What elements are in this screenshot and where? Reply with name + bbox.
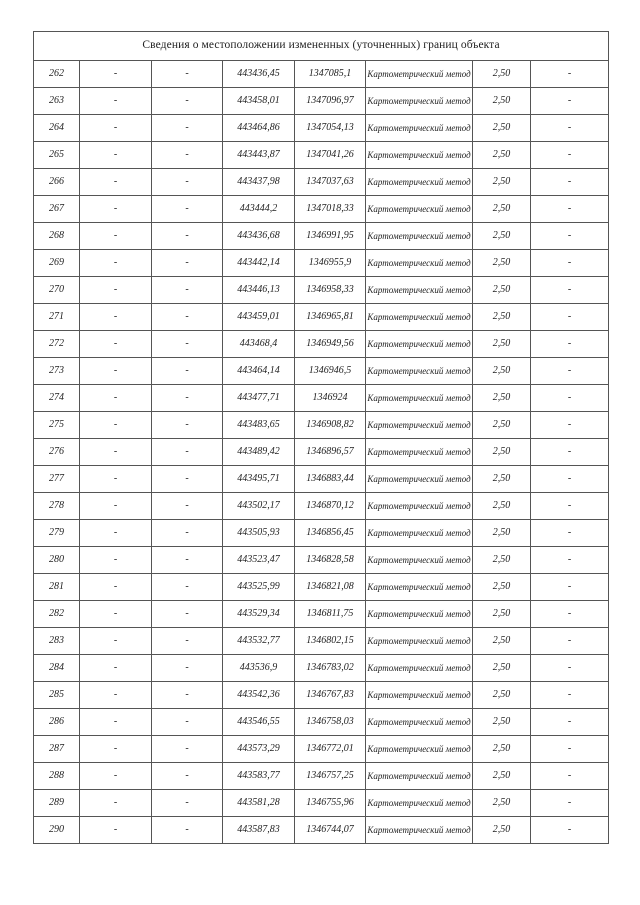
old-y-cell: - <box>152 304 223 331</box>
x-coordinate-cell: 443459,01 <box>223 304 295 331</box>
table-row <box>34 115 609 142</box>
x-coordinate-cell: 443442,14 <box>223 250 295 277</box>
old-y-cell: - <box>152 142 223 169</box>
point-number-cell: 281 <box>34 574 80 601</box>
old-x-cell: - <box>80 790 152 817</box>
table-row <box>34 196 609 223</box>
old-y-cell: - <box>152 628 223 655</box>
accuracy-cell: 2,50 <box>473 115 531 142</box>
note-cell: - <box>531 250 609 277</box>
point-number-cell: 283 <box>34 628 80 655</box>
y-coordinate-cell: 1346965,81 <box>295 304 366 331</box>
method-cell: Картометрический метод <box>366 709 473 736</box>
x-coordinate-cell: 443532,77 <box>223 628 295 655</box>
note-cell: - <box>531 88 609 115</box>
point-number-cell: 282 <box>34 601 80 628</box>
old-x-cell: - <box>80 331 152 358</box>
table-row <box>34 601 609 628</box>
old-y-cell: - <box>152 358 223 385</box>
table-row <box>34 277 609 304</box>
table-row <box>34 61 609 88</box>
x-coordinate-cell: 443443,87 <box>223 142 295 169</box>
y-coordinate-cell: 1346955,9 <box>295 250 366 277</box>
accuracy-cell: 2,50 <box>473 493 531 520</box>
x-coordinate-cell: 443525,99 <box>223 574 295 601</box>
old-y-cell: - <box>152 547 223 574</box>
y-coordinate-cell: 1347037,63 <box>295 169 366 196</box>
old-x-cell: - <box>80 412 152 439</box>
note-cell: - <box>531 709 609 736</box>
y-coordinate-cell: 1346821,08 <box>295 574 366 601</box>
accuracy-cell: 2,50 <box>473 466 531 493</box>
y-coordinate-cell: 1346991,95 <box>295 223 366 250</box>
note-cell: - <box>531 304 609 331</box>
method-cell: Картометрический метод <box>366 520 473 547</box>
note-cell: - <box>531 385 609 412</box>
method-cell: Картометрический метод <box>366 331 473 358</box>
point-number-cell: 271 <box>34 304 80 331</box>
method-cell: Картометрический метод <box>366 547 473 574</box>
note-cell: - <box>531 601 609 628</box>
method-cell: Картометрический метод <box>366 655 473 682</box>
point-number-cell: 274 <box>34 385 80 412</box>
point-number-cell: 285 <box>34 682 80 709</box>
table-row <box>34 547 609 574</box>
old-y-cell: - <box>152 88 223 115</box>
y-coordinate-cell: 1346755,96 <box>295 790 366 817</box>
old-y-cell: - <box>152 520 223 547</box>
method-cell: Картометрический метод <box>366 61 473 88</box>
accuracy-cell: 2,50 <box>473 682 531 709</box>
note-cell: - <box>531 763 609 790</box>
x-coordinate-cell: 443583,77 <box>223 763 295 790</box>
x-coordinate-cell: 443489,42 <box>223 439 295 466</box>
old-x-cell: - <box>80 628 152 655</box>
table-row <box>34 385 609 412</box>
accuracy-cell: 2,50 <box>473 304 531 331</box>
old-y-cell: - <box>152 817 223 844</box>
old-x-cell: - <box>80 223 152 250</box>
note-cell: - <box>531 223 609 250</box>
old-x-cell: - <box>80 547 152 574</box>
old-x-cell: - <box>80 763 152 790</box>
point-number-cell: 286 <box>34 709 80 736</box>
method-cell: Картометрический метод <box>366 304 473 331</box>
y-coordinate-cell: 1347096,97 <box>295 88 366 115</box>
old-x-cell: - <box>80 88 152 115</box>
old-y-cell: - <box>152 655 223 682</box>
table-row <box>34 520 609 547</box>
y-coordinate-cell: 1346896,57 <box>295 439 366 466</box>
method-cell: Картометрический метод <box>366 439 473 466</box>
method-cell: Картометрический метод <box>366 763 473 790</box>
x-coordinate-cell: 443483,65 <box>223 412 295 439</box>
x-coordinate-cell: 443464,14 <box>223 358 295 385</box>
note-cell: - <box>531 790 609 817</box>
accuracy-cell: 2,50 <box>473 628 531 655</box>
table-row <box>34 439 609 466</box>
x-coordinate-cell: 443523,47 <box>223 547 295 574</box>
old-y-cell: - <box>152 736 223 763</box>
method-cell: Картометрический метод <box>366 790 473 817</box>
table-row <box>34 88 609 115</box>
old-y-cell: - <box>152 223 223 250</box>
y-coordinate-cell: 1346744,07 <box>295 817 366 844</box>
old-y-cell: - <box>152 574 223 601</box>
old-x-cell: - <box>80 601 152 628</box>
old-y-cell: - <box>152 196 223 223</box>
old-y-cell: - <box>152 277 223 304</box>
table-row <box>34 655 609 682</box>
note-cell: - <box>531 655 609 682</box>
old-x-cell: - <box>80 682 152 709</box>
accuracy-cell: 2,50 <box>473 331 531 358</box>
accuracy-cell: 2,50 <box>473 277 531 304</box>
x-coordinate-cell: 443587,83 <box>223 817 295 844</box>
table-row <box>34 682 609 709</box>
accuracy-cell: 2,50 <box>473 655 531 682</box>
note-cell: - <box>531 493 609 520</box>
method-cell: Картометрический метод <box>366 358 473 385</box>
method-cell: Картометрический метод <box>366 574 473 601</box>
method-cell: Картометрический метод <box>366 628 473 655</box>
boundary-coordinates-table <box>33 31 609 844</box>
accuracy-cell: 2,50 <box>473 169 531 196</box>
old-y-cell: - <box>152 169 223 196</box>
y-coordinate-cell: 1346958,33 <box>295 277 366 304</box>
x-coordinate-cell: 443436,68 <box>223 223 295 250</box>
old-x-cell: - <box>80 655 152 682</box>
point-number-cell: 276 <box>34 439 80 466</box>
method-cell: Картометрический метод <box>366 412 473 439</box>
y-coordinate-cell: 1346883,44 <box>295 466 366 493</box>
x-coordinate-cell: 443529,34 <box>223 601 295 628</box>
document-sheet <box>33 31 608 844</box>
note-cell: - <box>531 358 609 385</box>
y-coordinate-cell: 1346870,12 <box>295 493 366 520</box>
accuracy-cell: 2,50 <box>473 250 531 277</box>
point-number-cell: 266 <box>34 169 80 196</box>
method-cell: Картометрический метод <box>366 466 473 493</box>
old-x-cell: - <box>80 277 152 304</box>
x-coordinate-cell: 443444,2 <box>223 196 295 223</box>
table-row <box>34 628 609 655</box>
point-number-cell: 277 <box>34 466 80 493</box>
point-number-cell: 264 <box>34 115 80 142</box>
method-cell: Картометрический метод <box>366 223 473 250</box>
note-cell: - <box>531 169 609 196</box>
table-row <box>34 817 609 844</box>
point-number-cell: 268 <box>34 223 80 250</box>
point-number-cell: 288 <box>34 763 80 790</box>
note-cell: - <box>531 115 609 142</box>
old-x-cell: - <box>80 304 152 331</box>
accuracy-cell: 2,50 <box>473 790 531 817</box>
table-row <box>34 466 609 493</box>
old-y-cell: - <box>152 601 223 628</box>
old-x-cell: - <box>80 61 152 88</box>
method-cell: Картометрический метод <box>366 88 473 115</box>
x-coordinate-cell: 443542,36 <box>223 682 295 709</box>
old-x-cell: - <box>80 493 152 520</box>
x-coordinate-cell: 443581,28 <box>223 790 295 817</box>
point-number-cell: 272 <box>34 331 80 358</box>
method-cell: Картометрический метод <box>366 736 473 763</box>
point-number-cell: 284 <box>34 655 80 682</box>
y-coordinate-cell: 1346783,02 <box>295 655 366 682</box>
point-number-cell: 280 <box>34 547 80 574</box>
table-row <box>34 223 609 250</box>
old-y-cell: - <box>152 412 223 439</box>
point-number-cell: 263 <box>34 88 80 115</box>
method-cell: Картометрический метод <box>366 601 473 628</box>
y-coordinate-cell: 1347041,26 <box>295 142 366 169</box>
old-y-cell: - <box>152 709 223 736</box>
accuracy-cell: 2,50 <box>473 439 531 466</box>
accuracy-cell: 2,50 <box>473 574 531 601</box>
table-row <box>34 304 609 331</box>
table-row <box>34 574 609 601</box>
method-cell: Картометрический метод <box>366 142 473 169</box>
x-coordinate-cell: 443573,29 <box>223 736 295 763</box>
note-cell: - <box>531 61 609 88</box>
note-cell: - <box>531 682 609 709</box>
old-x-cell: - <box>80 709 152 736</box>
note-cell: - <box>531 574 609 601</box>
x-coordinate-cell: 443436,45 <box>223 61 295 88</box>
method-cell: Картометрический метод <box>366 682 473 709</box>
old-x-cell: - <box>80 439 152 466</box>
y-coordinate-cell: 1346828,58 <box>295 547 366 574</box>
table-row <box>34 331 609 358</box>
table-row <box>34 763 609 790</box>
note-cell: - <box>531 628 609 655</box>
old-x-cell: - <box>80 250 152 277</box>
note-cell: - <box>531 277 609 304</box>
old-x-cell: - <box>80 115 152 142</box>
note-cell: - <box>531 331 609 358</box>
y-coordinate-cell: 1346802,15 <box>295 628 366 655</box>
old-x-cell: - <box>80 142 152 169</box>
table-row <box>34 790 609 817</box>
y-coordinate-cell: 1346758,03 <box>295 709 366 736</box>
accuracy-cell: 2,50 <box>473 709 531 736</box>
note-cell: - <box>531 547 609 574</box>
y-coordinate-cell: 1346856,45 <box>295 520 366 547</box>
old-x-cell: - <box>80 466 152 493</box>
old-x-cell: - <box>80 358 152 385</box>
y-coordinate-cell: 1347054,13 <box>295 115 366 142</box>
x-coordinate-cell: 443477,71 <box>223 385 295 412</box>
point-number-cell: 273 <box>34 358 80 385</box>
y-coordinate-cell: 1346946,5 <box>295 358 366 385</box>
accuracy-cell: 2,50 <box>473 412 531 439</box>
old-y-cell: - <box>152 115 223 142</box>
note-cell: - <box>531 736 609 763</box>
table-row <box>34 169 609 196</box>
note-cell: - <box>531 466 609 493</box>
point-number-cell: 290 <box>34 817 80 844</box>
old-x-cell: - <box>80 736 152 763</box>
method-cell: Картометрический метод <box>366 817 473 844</box>
x-coordinate-cell: 443546,55 <box>223 709 295 736</box>
accuracy-cell: 2,50 <box>473 196 531 223</box>
x-coordinate-cell: 443458,01 <box>223 88 295 115</box>
method-cell: Картометрический метод <box>366 115 473 142</box>
x-coordinate-cell: 443446,13 <box>223 277 295 304</box>
old-x-cell: - <box>80 196 152 223</box>
accuracy-cell: 2,50 <box>473 358 531 385</box>
x-coordinate-cell: 443464,86 <box>223 115 295 142</box>
y-coordinate-cell: 1347085,1 <box>295 61 366 88</box>
y-coordinate-cell: 1346949,56 <box>295 331 366 358</box>
table-row <box>34 736 609 763</box>
point-number-cell: 269 <box>34 250 80 277</box>
note-cell: - <box>531 142 609 169</box>
note-cell: - <box>531 817 609 844</box>
note-cell: - <box>531 196 609 223</box>
y-coordinate-cell: 1347018,33 <box>295 196 366 223</box>
old-y-cell: - <box>152 331 223 358</box>
point-number-cell: 270 <box>34 277 80 304</box>
y-coordinate-cell: 1346767,83 <box>295 682 366 709</box>
point-number-cell: 275 <box>34 412 80 439</box>
y-coordinate-cell: 1346811,75 <box>295 601 366 628</box>
old-y-cell: - <box>152 250 223 277</box>
point-number-cell: 287 <box>34 736 80 763</box>
method-cell: Картометрический метод <box>366 196 473 223</box>
accuracy-cell: 2,50 <box>473 736 531 763</box>
table-row <box>34 493 609 520</box>
accuracy-cell: 2,50 <box>473 88 531 115</box>
accuracy-cell: 2,50 <box>473 142 531 169</box>
note-cell: - <box>531 439 609 466</box>
old-x-cell: - <box>80 385 152 412</box>
old-y-cell: - <box>152 493 223 520</box>
old-x-cell: - <box>80 520 152 547</box>
method-cell: Картометрический метод <box>366 169 473 196</box>
method-cell: Картометрический метод <box>366 493 473 520</box>
accuracy-cell: 2,50 <box>473 520 531 547</box>
point-number-cell: 262 <box>34 61 80 88</box>
accuracy-cell: 2,50 <box>473 547 531 574</box>
old-y-cell: - <box>152 61 223 88</box>
accuracy-cell: 2,50 <box>473 223 531 250</box>
old-y-cell: - <box>152 439 223 466</box>
table-row <box>34 142 609 169</box>
y-coordinate-cell: 1346772,01 <box>295 736 366 763</box>
point-number-cell: 265 <box>34 142 80 169</box>
point-number-cell: 289 <box>34 790 80 817</box>
old-y-cell: - <box>152 763 223 790</box>
x-coordinate-cell: 443495,71 <box>223 466 295 493</box>
old-y-cell: - <box>152 466 223 493</box>
table-title-row <box>34 32 609 61</box>
old-x-cell: - <box>80 574 152 601</box>
table-row <box>34 358 609 385</box>
old-y-cell: - <box>152 682 223 709</box>
x-coordinate-cell: 443505,93 <box>223 520 295 547</box>
x-coordinate-cell: 443502,17 <box>223 493 295 520</box>
table-row <box>34 709 609 736</box>
point-number-cell: 267 <box>34 196 80 223</box>
y-coordinate-cell: 1346908,82 <box>295 412 366 439</box>
table-row <box>34 250 609 277</box>
old-x-cell: - <box>80 169 152 196</box>
x-coordinate-cell: 443437,98 <box>223 169 295 196</box>
note-cell: - <box>531 520 609 547</box>
y-coordinate-cell: 1346757,25 <box>295 763 366 790</box>
old-x-cell: - <box>80 817 152 844</box>
old-y-cell: - <box>152 385 223 412</box>
method-cell: Картометрический метод <box>366 385 473 412</box>
y-coordinate-cell: 1346924 <box>295 385 366 412</box>
old-y-cell: - <box>152 790 223 817</box>
x-coordinate-cell: 443536,9 <box>223 655 295 682</box>
accuracy-cell: 2,50 <box>473 385 531 412</box>
point-number-cell: 278 <box>34 493 80 520</box>
table-title: Сведения о местоположении измененных (уточненных) границ объекта <box>34 32 609 61</box>
method-cell: Картометрический метод <box>366 277 473 304</box>
accuracy-cell: 2,50 <box>473 601 531 628</box>
table-row <box>34 412 609 439</box>
accuracy-cell: 2,50 <box>473 817 531 844</box>
accuracy-cell: 2,50 <box>473 763 531 790</box>
note-cell: - <box>531 412 609 439</box>
point-number-cell: 279 <box>34 520 80 547</box>
x-coordinate-cell: 443468,4 <box>223 331 295 358</box>
accuracy-cell: 2,50 <box>473 61 531 88</box>
method-cell: Картометрический метод <box>366 250 473 277</box>
